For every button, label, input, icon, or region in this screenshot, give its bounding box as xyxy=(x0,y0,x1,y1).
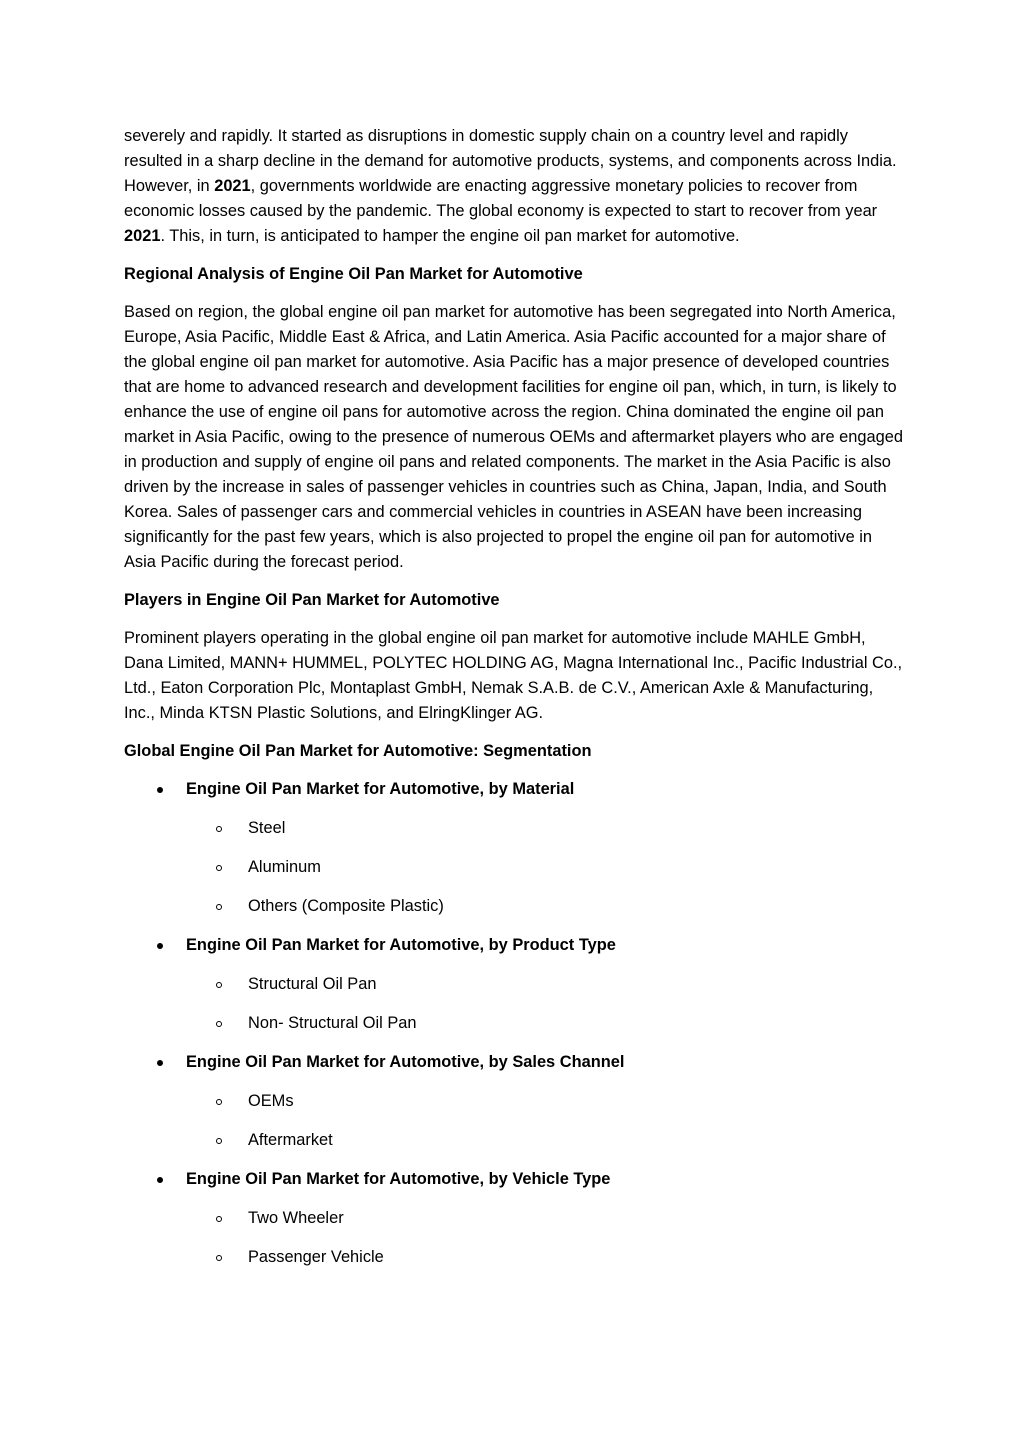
bullet-icon xyxy=(157,787,163,793)
bullet-icon xyxy=(157,943,163,949)
segment-item xyxy=(124,894,904,919)
segment-item xyxy=(124,1245,904,1270)
segment-item xyxy=(124,1011,904,1036)
circle-bullet-icon xyxy=(216,1021,222,1027)
segment-item-label: Two Wheeler xyxy=(248,1209,344,1227)
intro-year-2: 2021 xyxy=(124,227,161,245)
segment-item xyxy=(124,816,904,841)
segment-group-title: Engine Oil Pan Market for Automotive, by Material xyxy=(186,780,575,798)
circle-bullet-icon xyxy=(216,865,222,871)
circle-bullet-icon xyxy=(216,1138,222,1144)
bullet-icon xyxy=(157,1060,163,1066)
document-page xyxy=(124,124,904,1284)
regional-paragraph: Based on region, the global engine oil pan market for automotive has been segregated into North America, Europe, Asia Pacific, Middle East & Africa, and Latin America. Asia Pacific accounted for a major share of the global engine oil pan market for automotive. Asia Pacific has a major presence of developed countries that are home to advanced research and development facilities for engine oil pan, which, in turn, is likely to enhance the use of engine oil pans for automotive across the region. China dominated the engine oil pan market in Asia Pacific, owing to the presence of numerous OEMs and aftermarket players who are engaged in production and supply of engine oil pans and related components. The market in the Asia Pacific is also driven by the increase in sales of passenger vehicles in countries such as China, Japan, India, and South Korea. Sales of passenger cars and commercial vehicles in countries in ASEAN have been increasing significantly for the past few years, which is also projected to propel the engine oil pan for automotive in Asia Pacific during the forecast period. xyxy=(124,303,903,571)
intro-text-1: severely and rapidly. It started as disruptions in domestic supply chain on a country level and rapidly resulted in a sharp decline in the demand for automotive products, systems, and components across India. However, in xyxy=(124,127,897,195)
intro-paragraph xyxy=(124,124,904,249)
segment-item xyxy=(124,1206,904,1231)
segment-item xyxy=(124,1128,904,1153)
segment-group-title: Engine Oil Pan Market for Automotive, by Vehicle Type xyxy=(186,1170,611,1188)
segmentation-heading: Global Engine Oil Pan Market for Automotive: Segmentation xyxy=(124,742,592,760)
segment-item xyxy=(124,855,904,880)
segment-group-sales-channel xyxy=(124,1050,904,1075)
segment-group-title: Engine Oil Pan Market for Automotive, by Product Type xyxy=(186,936,616,954)
segment-item-label: Passenger Vehicle xyxy=(248,1248,384,1266)
intro-text-2: , governments worldwide are enacting aggressive monetary policies to recover from economic losses caused by the pandemic. The global economy is expected to start to recover from year xyxy=(124,177,878,220)
players-paragraph: Prominent players operating in the global engine oil pan market for automotive include MAHLE GmbH, Dana Limited, MANN+ HUMMEL, POLYTEC HOLDING AG, Magna International Inc., Pacific Industrial Co., Ltd., Eaton Corporation Plc, Montaplast GmbH, Nemak S.A.B. de C.V., American Axle & Manufacturing, Inc., Minda KTSN Plastic Solutions, and ElringKlinger AG. xyxy=(124,629,903,722)
circle-bullet-icon xyxy=(216,904,222,910)
segment-group-title: Engine Oil Pan Market for Automotive, by Sales Channel xyxy=(186,1053,625,1071)
circle-bullet-icon xyxy=(216,1216,222,1222)
intro-year-1: 2021 xyxy=(214,177,251,195)
segment-group-vehicle-type xyxy=(124,1167,904,1192)
players-heading: Players in Engine Oil Pan Market for Automotive xyxy=(124,591,500,609)
segment-item-label: Aftermarket xyxy=(248,1131,333,1149)
intro-text-3: . This, in turn, is anticipated to hamper the engine oil pan market for automotive. xyxy=(160,227,740,245)
circle-bullet-icon xyxy=(216,1099,222,1105)
regional-heading: Regional Analysis of Engine Oil Pan Market for Automotive xyxy=(124,265,583,283)
segment-item-label: OEMs xyxy=(248,1092,294,1110)
segment-item-label: Steel xyxy=(248,819,286,837)
segment-item-label: Aluminum xyxy=(248,858,321,876)
segment-item-label: Structural Oil Pan xyxy=(248,975,377,993)
circle-bullet-icon xyxy=(216,1255,222,1261)
segment-group-product-type xyxy=(124,933,904,958)
segment-item xyxy=(124,972,904,997)
segment-item-label: Others (Composite Plastic) xyxy=(248,897,444,915)
segment-item-label: Non- Structural Oil Pan xyxy=(248,1014,417,1032)
circle-bullet-icon xyxy=(216,826,222,832)
segment-group-material xyxy=(124,777,904,802)
circle-bullet-icon xyxy=(216,982,222,988)
bullet-icon xyxy=(157,1177,163,1183)
segment-item xyxy=(124,1089,904,1114)
